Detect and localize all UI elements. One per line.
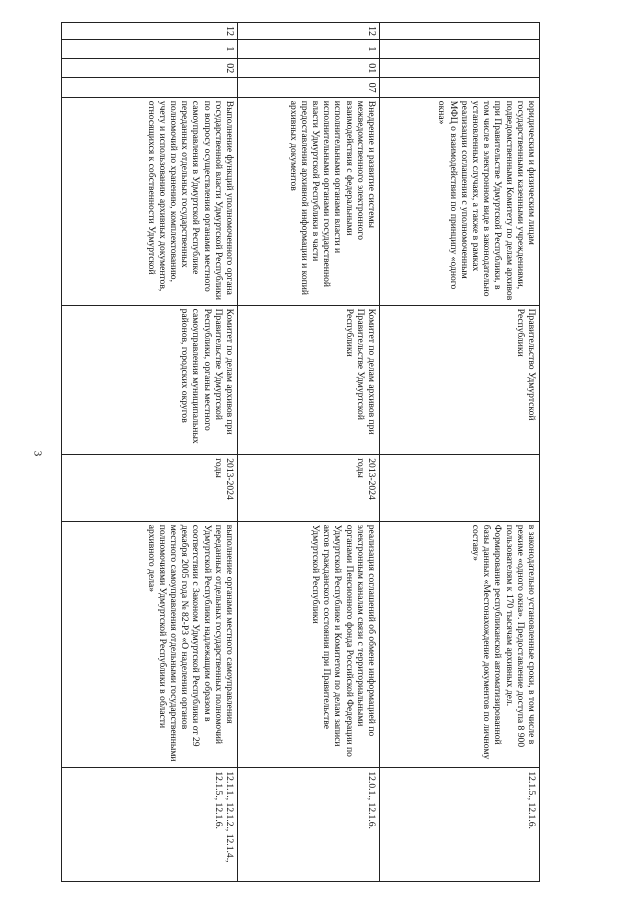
indicators-cell: 12.0.1., 12.1.6. xyxy=(238,768,380,882)
code-pp-cell xyxy=(380,39,540,58)
executor-cell: Правительство Удмуртской Республики xyxy=(380,305,540,455)
page-number: 3 xyxy=(31,450,44,457)
indicators-cell: 12.1.1., 12.1.2., 12.1.4., 12.1.5., 12.1.6. xyxy=(62,768,238,882)
period-cell: 2013-2024 годы xyxy=(62,455,238,522)
period-cell: 2013-2024 годы xyxy=(238,455,380,522)
result-cell: в законодательно установленные сроки, в том числе в режиме «одного окна». Предоставление доступа 8 900 пользователям к 170 тысячам архивных дел. Формирование республиканской автоматизированной базы данных «Местонахождение документов по личному составу» xyxy=(380,521,540,768)
code-gp-cell: 12 xyxy=(238,23,380,40)
measure-cell: Выполнение функций уполномоченного органа государственной власти Удмуртской Республики по вопросу осуществления органами местного самоуправления в Удмуртской Республике переданных отдельных государственных полномочий по хранению, комплектованию, учету и использованию архивных документов, относящихся к собственности Удмуртской xyxy=(62,97,238,305)
period-cell xyxy=(380,455,540,522)
code-m-cell xyxy=(380,78,540,97)
program-measures-table xyxy=(61,22,540,882)
code-pp-cell: 1 xyxy=(62,39,238,58)
result-cell: выполнение органами местного самоуправления переданных отдельных государственных полномочий Удмуртской Республики надлежащим образом в соответствии с Законом Удмуртской Республики от 29 декабря 2005 года № 82-РЗ «О наделении органов местного самоуправления отдельными государственными полномочиями Удмуртской Республики в области архивного дела» xyxy=(62,521,238,768)
code-m-cell xyxy=(62,78,238,97)
code-gp-cell: 12 xyxy=(62,23,238,40)
measure-cell: Внедрение и развитие системы межведомственного электронного взаимодействия с федеральными исполнительными органами власти и исполнительными органами государственной власти Удмуртской Республики в части предоставления архивной информации и копий архивных документов xyxy=(238,97,380,305)
rotated-table-sheet xyxy=(62,22,540,882)
measure-cell: юридическим и физическим лицам государственными казенными учреждениями, подведомственными Комитету по делам архивов при Правительстве Удмуртской Республики, в том числе в электронном виде в законодательно установленных случаях, а также в рамках реализации соглашения с уполномоченным МФЦ о взаимодействии по принципу «одного окна» xyxy=(380,97,540,305)
code-om-cell: 02 xyxy=(62,59,238,78)
table-row xyxy=(380,23,540,882)
code-om-cell xyxy=(380,59,540,78)
indicators-cell: 12.1.5., 12.1.6. xyxy=(380,768,540,882)
table-row xyxy=(238,23,380,882)
result-cell: реализация соглашений об обмене информацией по электронным каналам связи с территориальными органами Пенсионного фонда Российской Федерации по Удмуртской Республике и Комитетом по делам записи актов гражданского состояния при Правительстве Удмуртской Республики xyxy=(238,521,380,768)
code-m-cell: 07 xyxy=(238,78,380,97)
table-row xyxy=(62,23,238,882)
code-pp-cell: 1 xyxy=(238,39,380,58)
code-om-cell: 01 xyxy=(238,59,380,78)
code-gp-cell xyxy=(380,23,540,40)
executor-cell: Комитет по делам архивов при Правительстве Удмуртской Республики xyxy=(238,305,380,455)
executor-cell: Комитет по делам архивов при Правительстве Удмуртской Республики, органы местного самоуправления муниципальных районов, городских округов xyxy=(62,305,238,455)
